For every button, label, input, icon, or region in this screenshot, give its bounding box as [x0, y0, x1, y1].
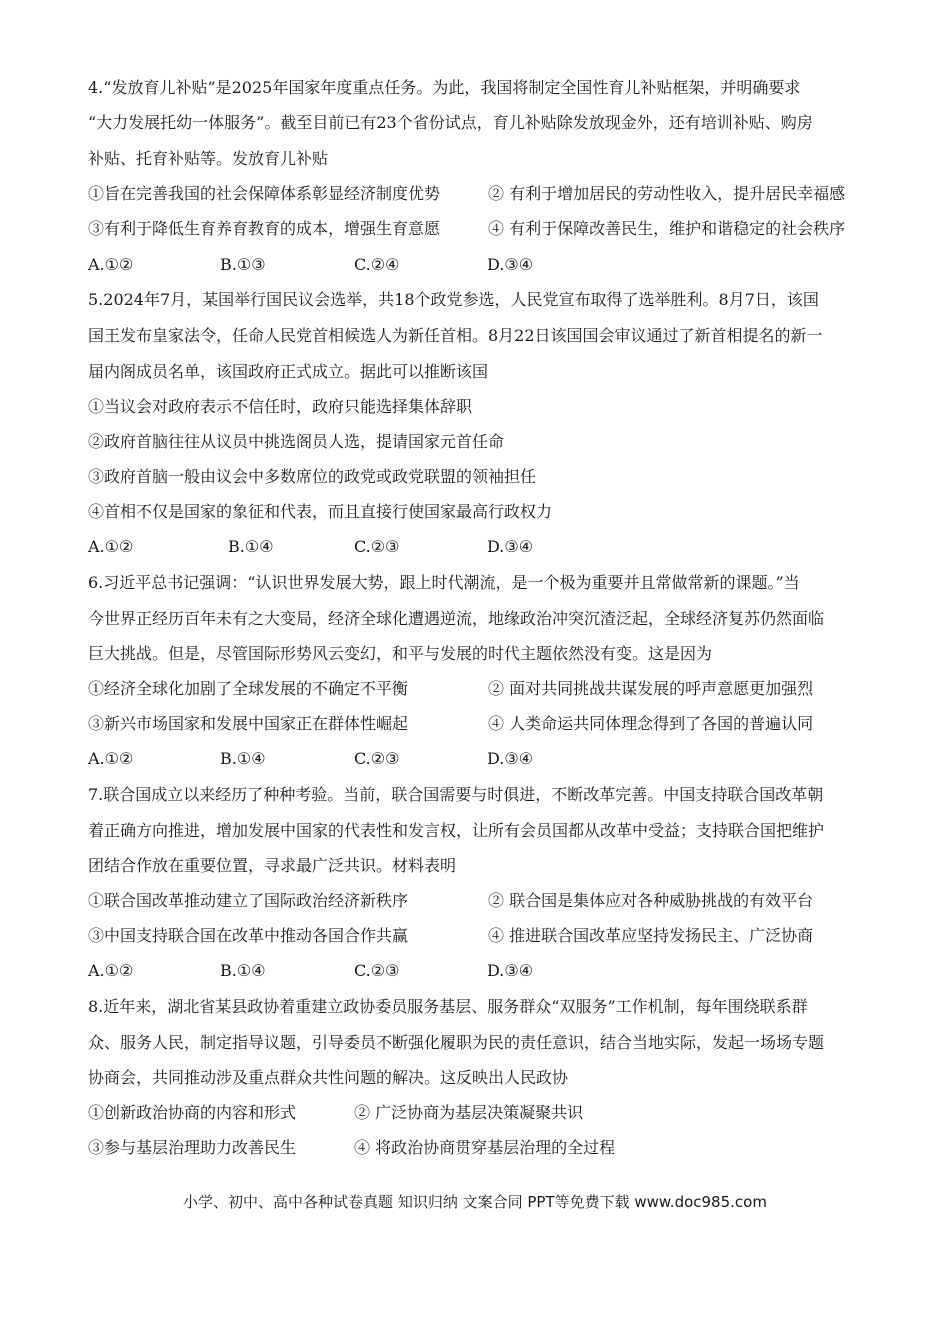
q6-answer-c: C.②③	[354, 749, 400, 768]
q7-answers	[88, 961, 588, 981]
q4-answers	[88, 255, 588, 275]
q7-option-3: ③中国支持联合国在改革中推动各国合作共赢	[88, 926, 409, 945]
q7-option-1: ①联合国改革推动建立了国际政治经济新秩序	[88, 891, 409, 910]
q7-stem-line-3: 团结合作放在重要位置，寻求最广泛共识。材料表明	[88, 856, 457, 875]
q7-answer-d: D.③④	[487, 961, 534, 980]
q6-option-2: ② 面对共同挑战共谋发展的呼声意愿更加强烈	[488, 679, 814, 698]
q7-stem-line-1: 7.联合国成立以来经历了种种考验。当前，联合国需要与时俱进，不断改革完善。中国支持联合国改革朝	[88, 785, 824, 804]
q4-answer-b: B.①③	[220, 255, 266, 274]
q6-stem-line-2: 今世界正经历百年未有之大变局，经济全球化遭遇逆流，地缘政治冲突沉渣泛起，全球经济复苏仍然面临	[88, 609, 825, 628]
q6-option-1: ①经济全球化加剧了全球发展的不确定不平衡	[88, 679, 409, 698]
q8-stem-line-3: 协商会，共同推动涉及重点群众共性问题的解决。这反映出人民政协	[88, 1068, 569, 1087]
q6-answers	[88, 749, 588, 769]
q4-answer-a: A.①②	[88, 255, 134, 274]
q7-answer-b: B.①④	[220, 961, 266, 980]
page-footer: 小学、初中、高中各种试卷真题 知识归纳 文案合同 PPT等免费下载 www.doc985.com	[183, 1193, 767, 1211]
q8-stem-line-1: 8.近年来，湖北省某县政协着重建立政协委员服务基层、服务群众“双服务”工作机制，每年围绕联系群	[88, 997, 808, 1016]
q4-stem-line-1: 4.“发放育儿补贴”是2025年国家年度重点任务。为此，我国将制定全国性育儿补贴框架，并明确要求	[88, 78, 801, 97]
q8-option-4: ④ 将政治协商贯穿基层治理的全过程	[354, 1138, 616, 1157]
q4-stem-line-3: 补贴、托育补贴等。发放育儿补贴	[88, 149, 329, 168]
q4-option-1: ①旨在完善我国的社会保障体系彰显经济制度优势	[88, 184, 441, 203]
q4-options-row-2	[88, 219, 868, 239]
q8-option-2: ② 广泛协商为基层决策凝聚共识	[354, 1103, 584, 1122]
q7-stem-line-2: 着正确方向推进，增加发展中国家的代表性和发言权，让所有会员国都从改革中受益；支持联合国把维护	[88, 821, 825, 840]
q8-option-3: ③参与基层治理助力改善民生	[88, 1138, 297, 1157]
q7-options-row-2	[88, 926, 868, 946]
q8-options-row-2	[88, 1138, 868, 1158]
q7-answer-c: C.②③	[354, 961, 400, 980]
q6-answer-a: A.①②	[88, 749, 134, 768]
q5-stem-line-3: 届内阁成员名单，该国政府正式成立。据此可以推断该国	[88, 362, 489, 381]
q5-stem-line-2: 国王发布皇家法令，任命人民党首相候选人为新任首相。8月22日该国国会审议通过了新首相提名的新一	[88, 326, 823, 345]
q5-answer-a: A.①②	[88, 537, 134, 556]
q6-options-row-2	[88, 714, 868, 734]
q6-answer-d: D.③④	[487, 749, 534, 768]
q8-stem-line-2: 众、服务人民，制定指导议题，引导委员不断强化履职为民的责任意识，结合当地实际，发起一场场专题	[88, 1033, 825, 1052]
q4-answer-c: C.②④	[354, 255, 400, 274]
q4-option-2: ② 有利于增加居民的劳动性收入，提升居民幸福感	[488, 184, 846, 203]
q7-option-4: ④ 推进联合国改革应坚持发扬民主、广泛协商	[488, 926, 814, 945]
q5-answer-c: C.②③	[354, 537, 400, 556]
q6-options-row-1	[88, 679, 868, 699]
q5-answer-b: B.①④	[228, 537, 274, 556]
q4-options-row-1	[88, 184, 868, 204]
q6-option-4: ④ 人类命运共同体理念得到了各国的普遍认同	[488, 714, 814, 733]
q5-option-1: ①当议会对政府表示不信任时，政府只能选择集体辞职	[88, 397, 473, 416]
q4-answer-d: D.③④	[487, 255, 534, 274]
q6-option-3: ③新兴市场国家和发展中国家正在群体性崛起	[88, 714, 409, 733]
q5-answers	[88, 537, 588, 557]
q4-option-3: ③有利于降低生育养育教育的成本，增强生育意愿	[88, 219, 441, 238]
q5-answer-d: D.③④	[487, 537, 534, 556]
q6-stem-line-1: 6.习近平总书记强调：“认识世界发展大势，跟上时代潮流，是一个极为重要并且常做常新的课题。”当	[88, 573, 800, 592]
q4-option-4: ④ 有利于保障改善民生，维护和谐稳定的社会秩序	[488, 219, 846, 238]
q8-options-row-1	[88, 1103, 868, 1123]
q4-stem-line-2: “大力发展托幼一体服务”。截至目前已有23个省份试点，育儿补贴除发放现金外，还有培训补贴、购房	[88, 113, 813, 132]
q6-answer-b: B.①④	[220, 749, 266, 768]
q5-stem-line-1: 5.2024年7月，某国举行国民议会选举，共18个政党参选，人民党宣布取得了选举胜利。8月7日，该国	[88, 290, 819, 309]
q7-answer-a: A.①②	[88, 961, 134, 980]
q8-option-1: ①创新政治协商的内容和形式	[88, 1103, 297, 1122]
q5-option-3: ③政府首脑一般由议会中多数席位的政党或政党联盟的领袖担任	[88, 467, 537, 486]
q5-option-4: ④首相不仅是国家的象征和代表，而且直接行使国家最高行政权力	[88, 502, 553, 521]
q7-options-row-1	[88, 891, 868, 911]
q7-option-2: ② 联合国是集体应对各种威胁挑战的有效平台	[488, 891, 814, 910]
q5-option-2: ②政府首脑往往从议员中挑选阁员人选，提请国家元首任命	[88, 432, 505, 451]
q6-stem-line-3: 巨大挑战。但是，尽管国际形势风云变幻，和平与发展的时代主题依然没有变。这是因为	[88, 644, 713, 663]
